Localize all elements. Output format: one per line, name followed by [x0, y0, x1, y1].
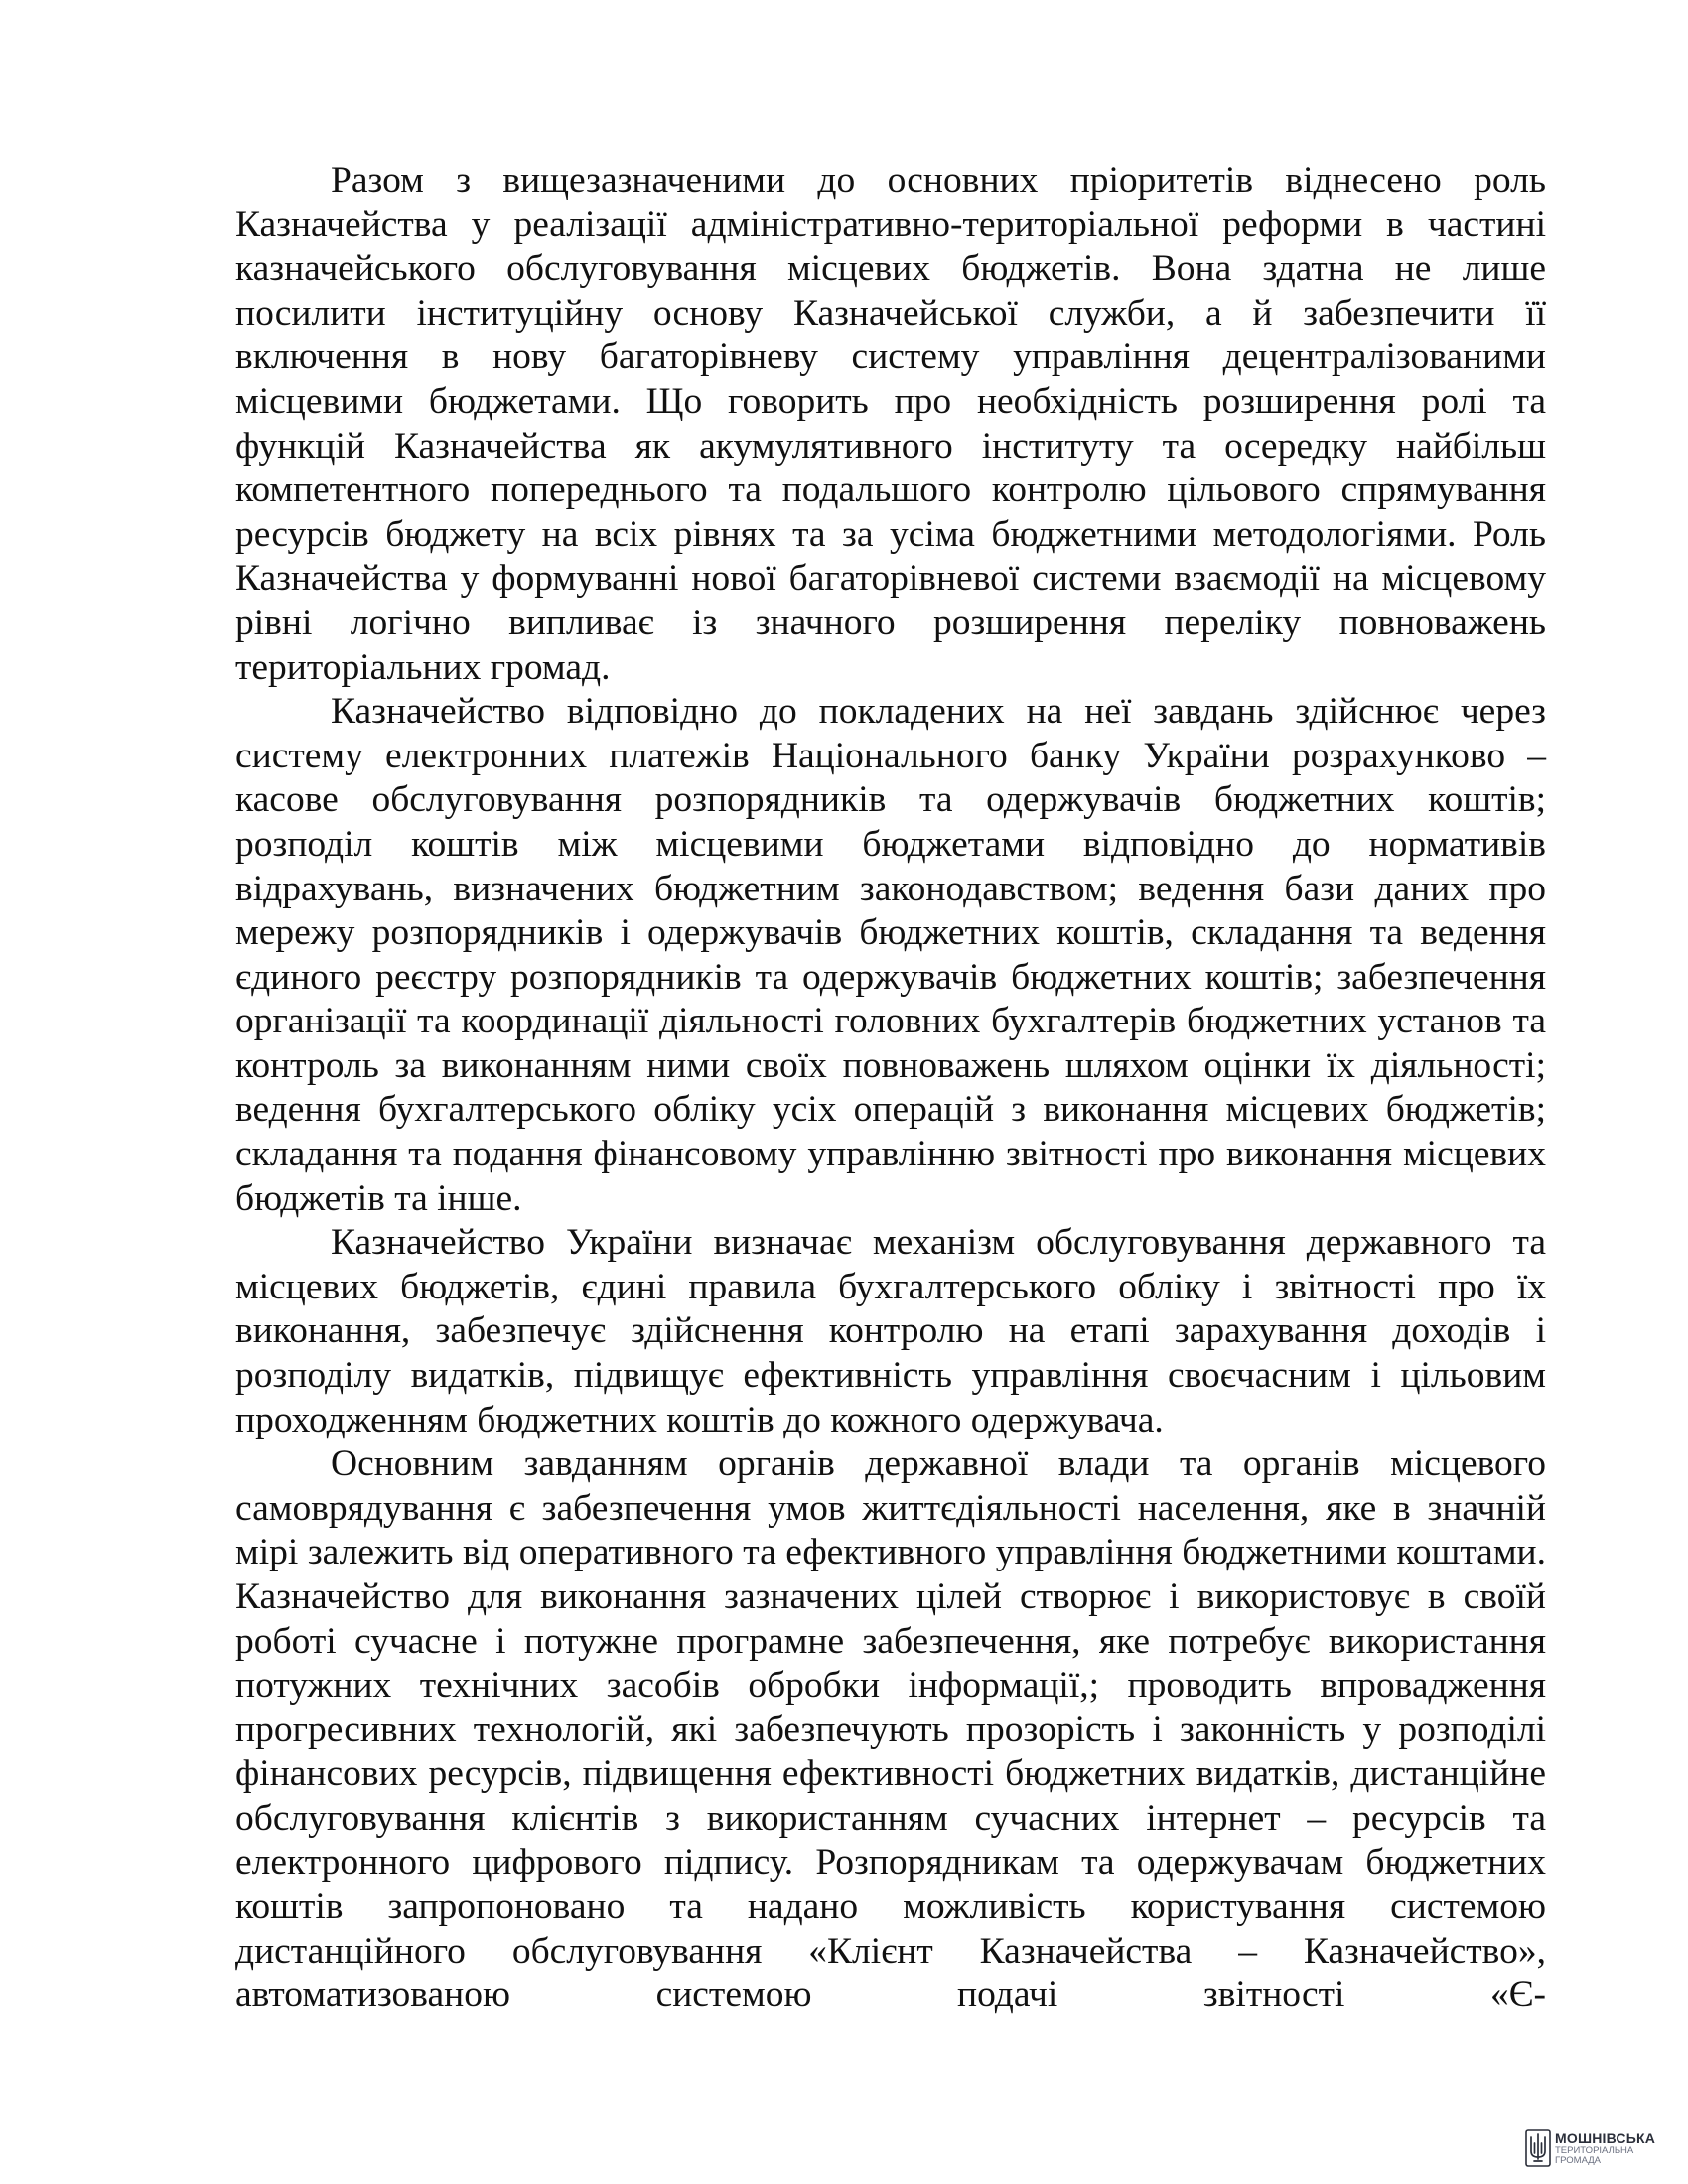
document-body	[235, 159, 1546, 2018]
trident-icon	[1525, 2129, 1551, 2167]
paragraph-4: Основним завданням органів державної влади та органів місцевого самоврядування є забезпечення умов життєдіяльності населення, яке в значній мірі залежить від оперативного та ефективного управління бюджетними коштами. Казначейство для виконання зазначених цілей створює і використовує в своїй роботі сучасне і потужне програмне забезпечення, яке потребує використання потужних технічних засобів обробки інформації,; проводить впровадження прогресивних технологій, які забезпечують прозорість і законність у розподілі фінансових ресурсів, підвищення ефективності бюджетних видатків, дистанційне обслуговування клієнтів з використанням сучасних інтернет – ресурсів та електронного цифрового підпису. Розпорядникам та одержувачам бюджетних коштів запропоновано та надано можливість користування системою дистанційного обслуговування «Клієнт Казначейства – Казначейство», автоматизованою системою подачі звітності «Є-	[235, 1443, 1546, 2016]
watermark-line2: ТЕРИТОРІАЛЬНА	[1555, 2144, 1634, 2156]
watermark-line3: ГРОМАДА	[1555, 2155, 1601, 2166]
watermark-text	[1555, 2131, 1655, 2166]
watermark-logo	[1525, 2127, 1656, 2169]
paragraph-2: Казначейство відповідно до покладених на неї завдань здійснює через систему електронних платежів Національного банку України розрахунково – касове обслуговування розпорядників та одержувачів бюджетних коштів; розподіл коштів між місцевими бюджетами відповідно до нормативів відрахувань, визначених бюджетним законодавством; ведення бази даних про мережу розпорядників і одержувачів бюджетних коштів, складання та ведення єдиного реєстру розпорядників та одержувачів бюджетних коштів; забезпечення організації та координації діяльності головних бухгалтерів бюджетних установ та контроль за виконанням ними своїх повноважень шляхом оцінки їх діяльності; ведення бухгалтерського обліку усіх операцій з виконання місцевих бюджетів; складання та подання фінансовому управлінню звітності про виконання місцевих бюджетів та інше.	[235, 691, 1546, 1219]
paragraph-1: Разом з вищезазначеними до основних пріоритетів віднесено роль Казначейства у реалізації адміністративно-територіальної реформи в частині казначейського обслуговування місцевих бюджетів. Вона здатна не лише посилити інституційну основу Казначейської служби, а й забезпечити її включення в нову багаторівневу систему управління децентралізованими місцевими бюджетами. Що говорить про необхідність розширення ролі та функцій Казначейства як акумулятивного інституту та осередку найбільш компетентного попереднього та подальшого контролю цільового спрямування ресурсів бюджету на всіх рівнях та за усіма бюджетними методологіями. Роль Казначейства у формуванні нової багаторівневої системи взаємодії на місцевому рівні логічно випливає із значного розширення переліку повноважень територіальних громад.	[235, 160, 1546, 688]
paragraph-3: Казначейство України визначає механізм обслуговування державного та місцевих бюджетів, єдині правила бухгалтерського обліку і звітності про їх виконання, забезпечує здійснення контролю на етапі зарахування доходів і розподілу видатків, підвищує ефективність управління своєчасним і цільовим проходженням бюджетних коштів до кожного одержувача.	[235, 1222, 1546, 1440]
watermark-name: МОШНІВСЬКА	[1555, 2129, 1656, 2146]
